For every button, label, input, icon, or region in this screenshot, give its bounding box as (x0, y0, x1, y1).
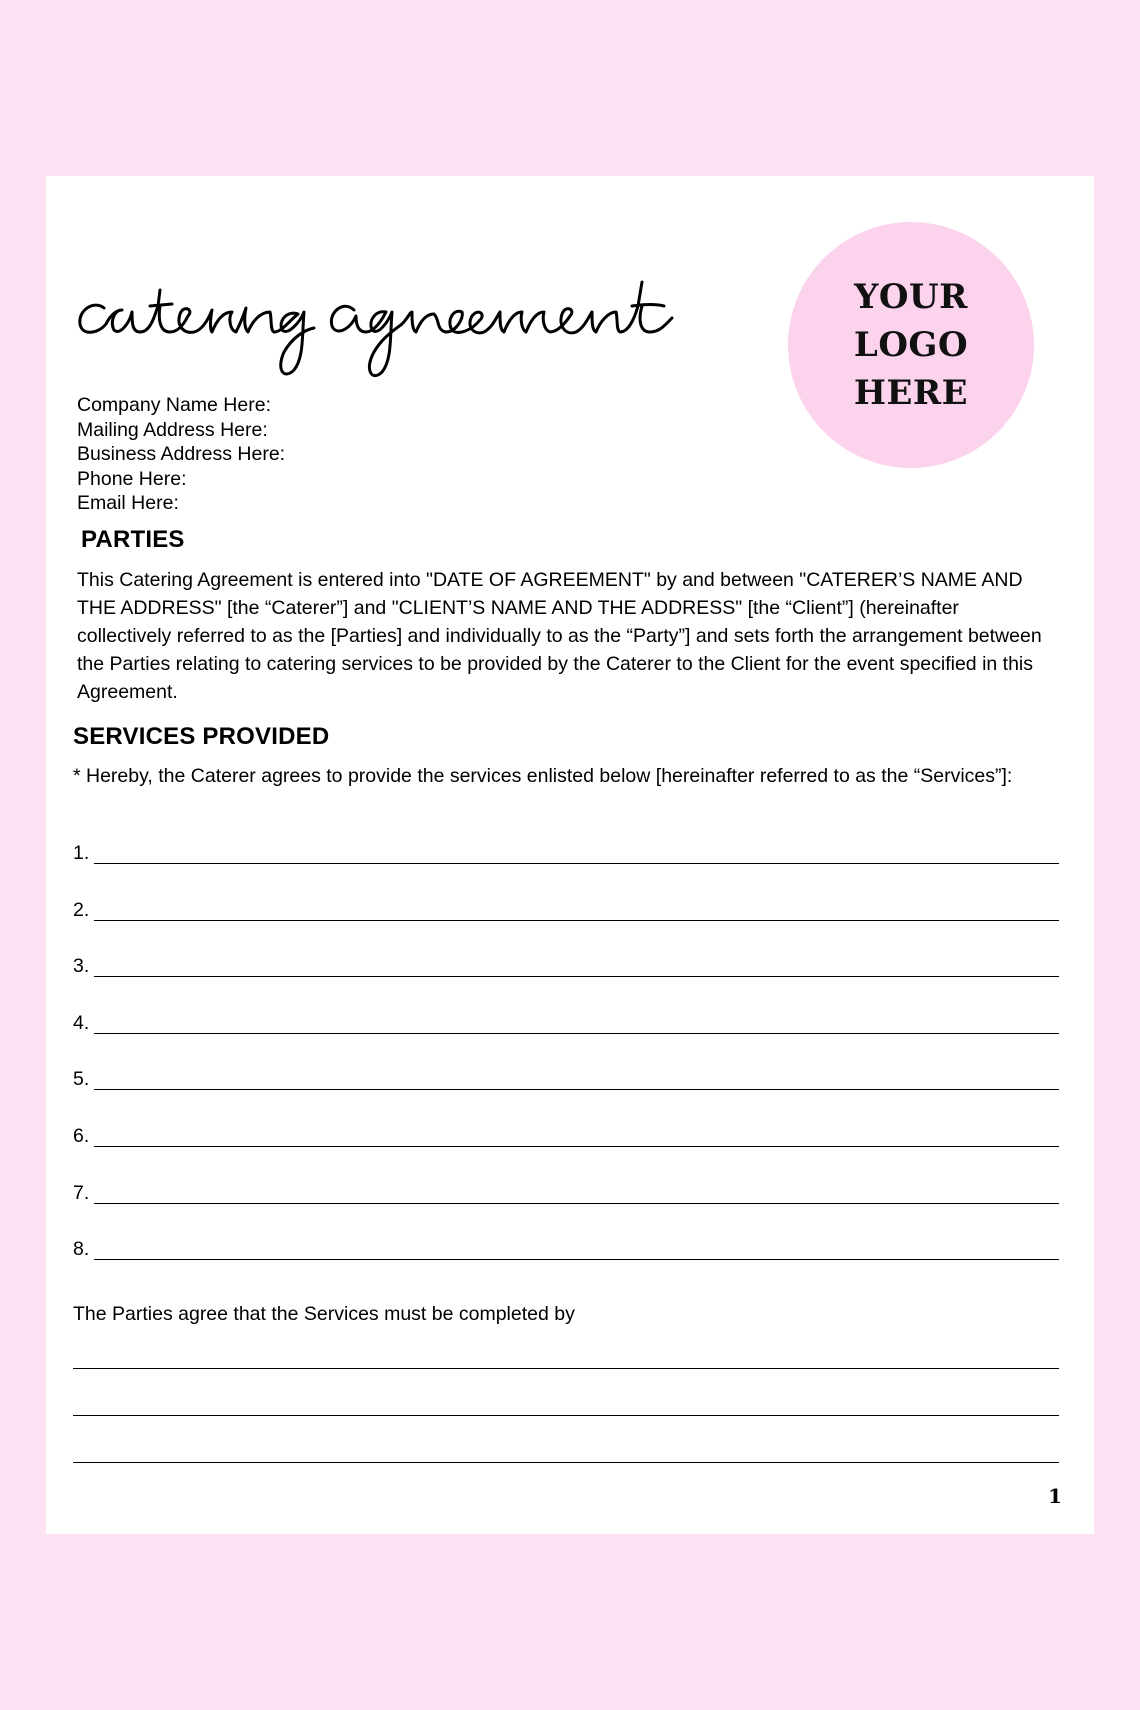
completion-blank-line (73, 1462, 1059, 1463)
service-blank-line (94, 976, 1059, 977)
service-blank-line (94, 1203, 1059, 1204)
service-blank-line (94, 1259, 1059, 1260)
document-page (46, 176, 1094, 1534)
services-intro: * Hereby, the Caterer agrees to provide the services enlisted below [hereinafter referred to as the “Services”]: (73, 765, 1013, 787)
completion-blank-line (73, 1368, 1059, 1369)
service-line-number: 8. (73, 1238, 90, 1260)
parties-heading: PARTIES (81, 526, 185, 553)
service-line-number: 6. (73, 1125, 90, 1147)
service-line-item (73, 952, 1059, 980)
phone-field: Phone Here: (77, 467, 187, 490)
handwritten-title-graphic (76, 260, 716, 390)
service-line-number: 3. (73, 955, 90, 977)
completion-text: The Parties agree that the Services must be completed by (73, 1303, 575, 1325)
service-line-number: 5. (73, 1068, 90, 1090)
service-line-item (73, 1065, 1059, 1093)
company-name-field: Company Name Here: (77, 394, 271, 416)
service-line-item (73, 839, 1059, 867)
email-field: Email Here: (77, 492, 179, 514)
company-info-block (77, 393, 285, 516)
service-line-item (73, 1009, 1059, 1037)
logo-line: HERE (853, 373, 969, 413)
service-line-item (73, 1179, 1059, 1207)
service-line-number: 4. (73, 1012, 90, 1034)
service-blank-line (94, 1089, 1059, 1090)
service-blank-line (94, 1033, 1059, 1034)
service-line-number: 7. (73, 1182, 90, 1204)
logo-line: YOUR (854, 277, 968, 317)
service-line-item (73, 1235, 1059, 1263)
service-line-item (73, 896, 1059, 924)
logo-line: LOGO (853, 325, 969, 365)
completion-blank-line (73, 1415, 1059, 1416)
service-blank-line (94, 863, 1059, 864)
business-address-field: Business Address Here: (77, 443, 286, 465)
services-heading: SERVICES PROVIDED (73, 723, 330, 750)
logo-placeholder (788, 222, 1034, 468)
service-blank-line (94, 920, 1059, 921)
service-line-item (73, 1122, 1059, 1150)
mailing-address-field: Mailing Address Here: (77, 418, 268, 441)
service-line-number: 1. (73, 842, 90, 864)
parties-paragraph: This Catering Agreement is entered into "DATE OF AGREEMENT" by and between "CATERER’S NAME AND THE ADDRESS" [the “Caterer”] and "CLIENT’S NAME AND THE ADDRESS" [the “Client”] (hereinafter collectively referred to as the [Parties] and individually to as the “Party”] and sets forth the arrangement between the Parties relating to catering services to be provided by the Caterer to the Client for the event specified in this Agreement. (77, 569, 1042, 703)
service-line-number: 2. (73, 899, 90, 921)
page-number: 1 (1048, 1484, 1062, 1508)
service-blank-line (94, 1146, 1059, 1147)
document-title (76, 260, 716, 390)
